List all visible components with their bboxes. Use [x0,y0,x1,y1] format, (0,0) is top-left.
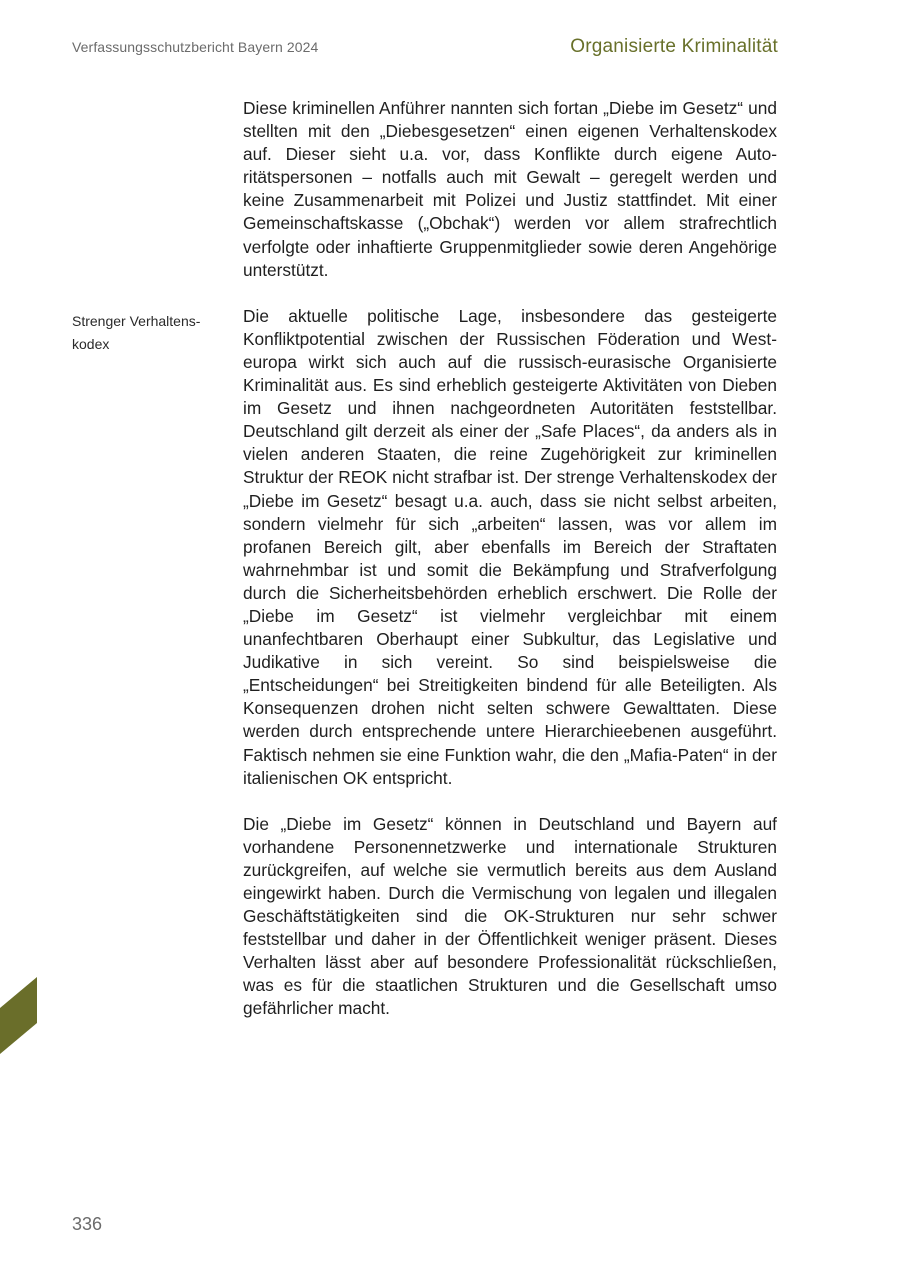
paragraph-3: Die „Diebe im Gesetz“ können in Deutschland und Bayern auf vorhandene Personennetzwerke und internationale Strukturen zurückgreifen, auf welche sie vermutlich bereits aus dem Ausland eingewirkt haben. Durch die Vermischung von legalen und illegalen Geschäftstätigkeiten sind die OK-Strukturen nur sehr schwer feststellbar und daher in der Öffentlichkeit weniger präsent. Dieses Verhalten lässt aber auf besondere Professionalität rückschließen, was es für die staatlichen Strukturen und die Gesellschaft umso gefährlicher macht. [243,813,777,1019]
margin-note [72,310,222,356]
margin-note-line: kodex [72,336,110,352]
chapter-side-tab-icon [0,977,37,1054]
body-text [243,97,777,1044]
paragraph-2: Die aktuelle politische Lage, insbesondere das gesteigerte Konfliktpotential zwischen der Russischen Föderation und Westeuropa wirkt sich auch auf die russisch-eurasische Organisierte Kriminalität aus. Es sind erheblich gesteigerte Aktivitäten von Dieben im Gesetz und ihnen nachgeordneten Autoritäten feststellbar. Deutschland gilt derzeit als einer der „Safe Places“, da anders als in vielen anderen Staaten, die reine Zugehörigkeit zur kriminellen Struktur der REOK nicht strafbar ist. Der strenge Verhaltenskodex der „Diebe im Gesetz“ besagt u.a. auch, dass sie nicht selbst arbeiten, sondern vielmehr für sich „arbeiten“ lassen, was vor allem im profanen Bereich gilt, aber ebenfalls im Bereich der Straftaten wahrnehmbar ist und somit die Bekämpfung und Strafverfolgung durch die Sicherheitsbehörden erheblich erschwert. Die Rolle der „Diebe im Gesetz“ ist vielmehr vergleichbar mit einem unanfechtbaren Oberhaupt einer Subkultur, das Legislative und Judikative in sich vereint. So sind beispielsweise die „Entscheidungen“ bei Streitigkeiten bindend für alle Beteiligten. Als Konsequenzen drohen nicht selten schwere Gewalttaten. Diese werden durch entsprechende untere Hierarchieebenen ausgeführt. Faktisch nehmen sie eine Funktion wahr, die den „Mafia-Paten“ in der italienischen OK entspricht. [243,305,777,788]
running-header-chapter: Organisierte Kriminalität [570,36,778,57]
paragraph-1: Diese kriminellen Anführer nannten sich fortan „Diebe im Gesetz“ und stellten mit den „Diebesgesetzen“ einen eigenen Verhaltenskodex auf. Dieser sieht u.a. vor, dass Konflikte durch eigene Autoritätspersonen – notfalls auch mit Gewalt – geregelt werden und keine Zusammenarbeit mit Polizei und Justiz stattfindet. Mit einer Gemeinschaftskasse („Obchak“) werden vor allem strafrechtlich verfolgte oder inhaftierte Gruppenmitglieder sowie deren Angehörige unterstützt. [243,98,777,280]
running-header-publication: Verfassungsschutzbericht Bayern 2024 [72,39,319,55]
margin-note-line: Strenger Verhaltens- [72,313,201,329]
page-number: 336 [72,1214,103,1234]
